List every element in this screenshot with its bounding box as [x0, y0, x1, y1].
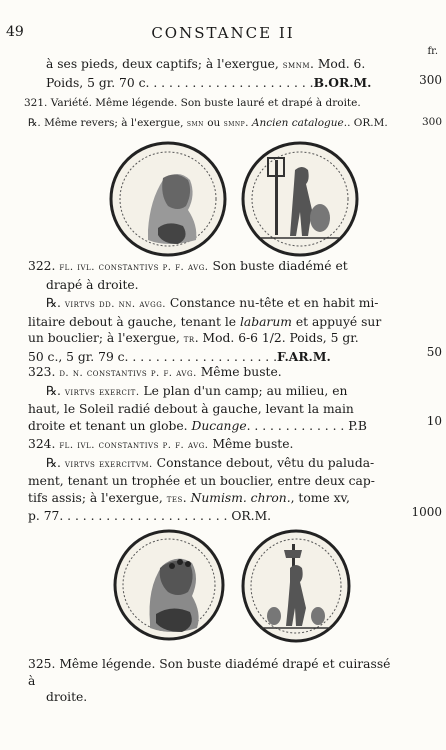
entry-text-line: ℞. Même revers; à l'exergue, smn ou smnp. Ancien catalogue.. OR.M.: [28, 117, 388, 129]
price-value: 50: [426, 345, 442, 359]
price-value: 10: [426, 414, 442, 428]
coin-reverse-image: [240, 140, 360, 258]
entry-text-line: haut, le Soleil radié debout à gauche, levant la main: [28, 402, 354, 416]
entry-text-line: droite.: [46, 690, 88, 704]
entry-text-line: 325. Même légende. Son buste diadémé drapé et cuirassé à: [28, 657, 391, 688]
entry-text-line: à ses pieds, deux captifs; à l'exergue, smnm. Mod. 6.: [46, 57, 366, 71]
entry-text-line: drapé à droite.: [46, 277, 139, 292]
entry-text-line: p. 77. . . . . . . . . . . . . . . . . . . . . . OR.M.: [28, 509, 272, 523]
page-number: 49: [6, 24, 24, 40]
coin-reverse-image: [240, 528, 352, 644]
page-header: [0, 24, 446, 57]
entry-text-line: tifs assis; à l'exergue, tes. Numism. chron., tome xv,: [28, 490, 350, 505]
coin-obverse-image: [112, 528, 226, 642]
entry-text-line: litaire debout à gauche, tenant le labarum et appuyé sur: [28, 314, 382, 329]
price-column-label: fr.: [427, 46, 438, 57]
coin-obverse-image: [108, 140, 228, 258]
entry-325: [28, 656, 398, 706]
entry-321: [24, 96, 394, 110]
entry-text-line: 324. fl. ivl. constantivs p. f. avg. Même buste.: [28, 437, 294, 451]
entry-text-line: 321. Variété. Même légende. Son buste lauré et drapé à droite.: [24, 97, 361, 109]
entry-text-line: ℞. virtvs exercit. Le plan d'un camp; au milieu, en: [46, 383, 348, 398]
entry-text-line: ment, tenant un trophée et un bouclier, entre deux cap-: [28, 474, 375, 488]
entry-324: [28, 436, 398, 525]
entry-323: [28, 364, 398, 434]
entry-text-line: un bouclier; à l'exergue, tr. Mod. 6-6 1/2. Poids, 5 gr.: [28, 331, 359, 345]
price-value: 300: [419, 73, 442, 87]
entry-continuation: [28, 56, 398, 91]
entry-text-line: 323. d. n. constantivs p. f. avg. Même buste.: [28, 365, 282, 379]
entry-text-line: Poids, 5 gr. 70 c. . . . . . . . . . . . . . . . . . . . . .B.OR.M.: [46, 74, 372, 90]
entry-text-line: 322. fl. ivl. constantivs p. f. avg. Son buste diadémé et: [28, 259, 348, 273]
entry-text-line: ℞. virtvs exercitvm. Constance debout, vêtu du paluda-: [46, 455, 375, 470]
entry-text-line: 50 c., 5 gr. 79 c. . . . . . . . . . . . . . . . . . . .F.AR.M.: [28, 348, 331, 364]
entry-322: [28, 258, 398, 365]
price-value: 1000: [411, 505, 442, 519]
entry-text-line: droite et tenant un globe. Ducange. . . . . . . . . . . . . P.B: [28, 418, 367, 433]
running-title: CONSTANCE II: [151, 24, 295, 42]
price-value: 300: [421, 116, 442, 128]
entry-text-line: ℞. virtvs dd. nn. avgg. Constance nu-tête et en habit mi-: [46, 296, 379, 310]
entry-321-reverse: [28, 116, 408, 131]
